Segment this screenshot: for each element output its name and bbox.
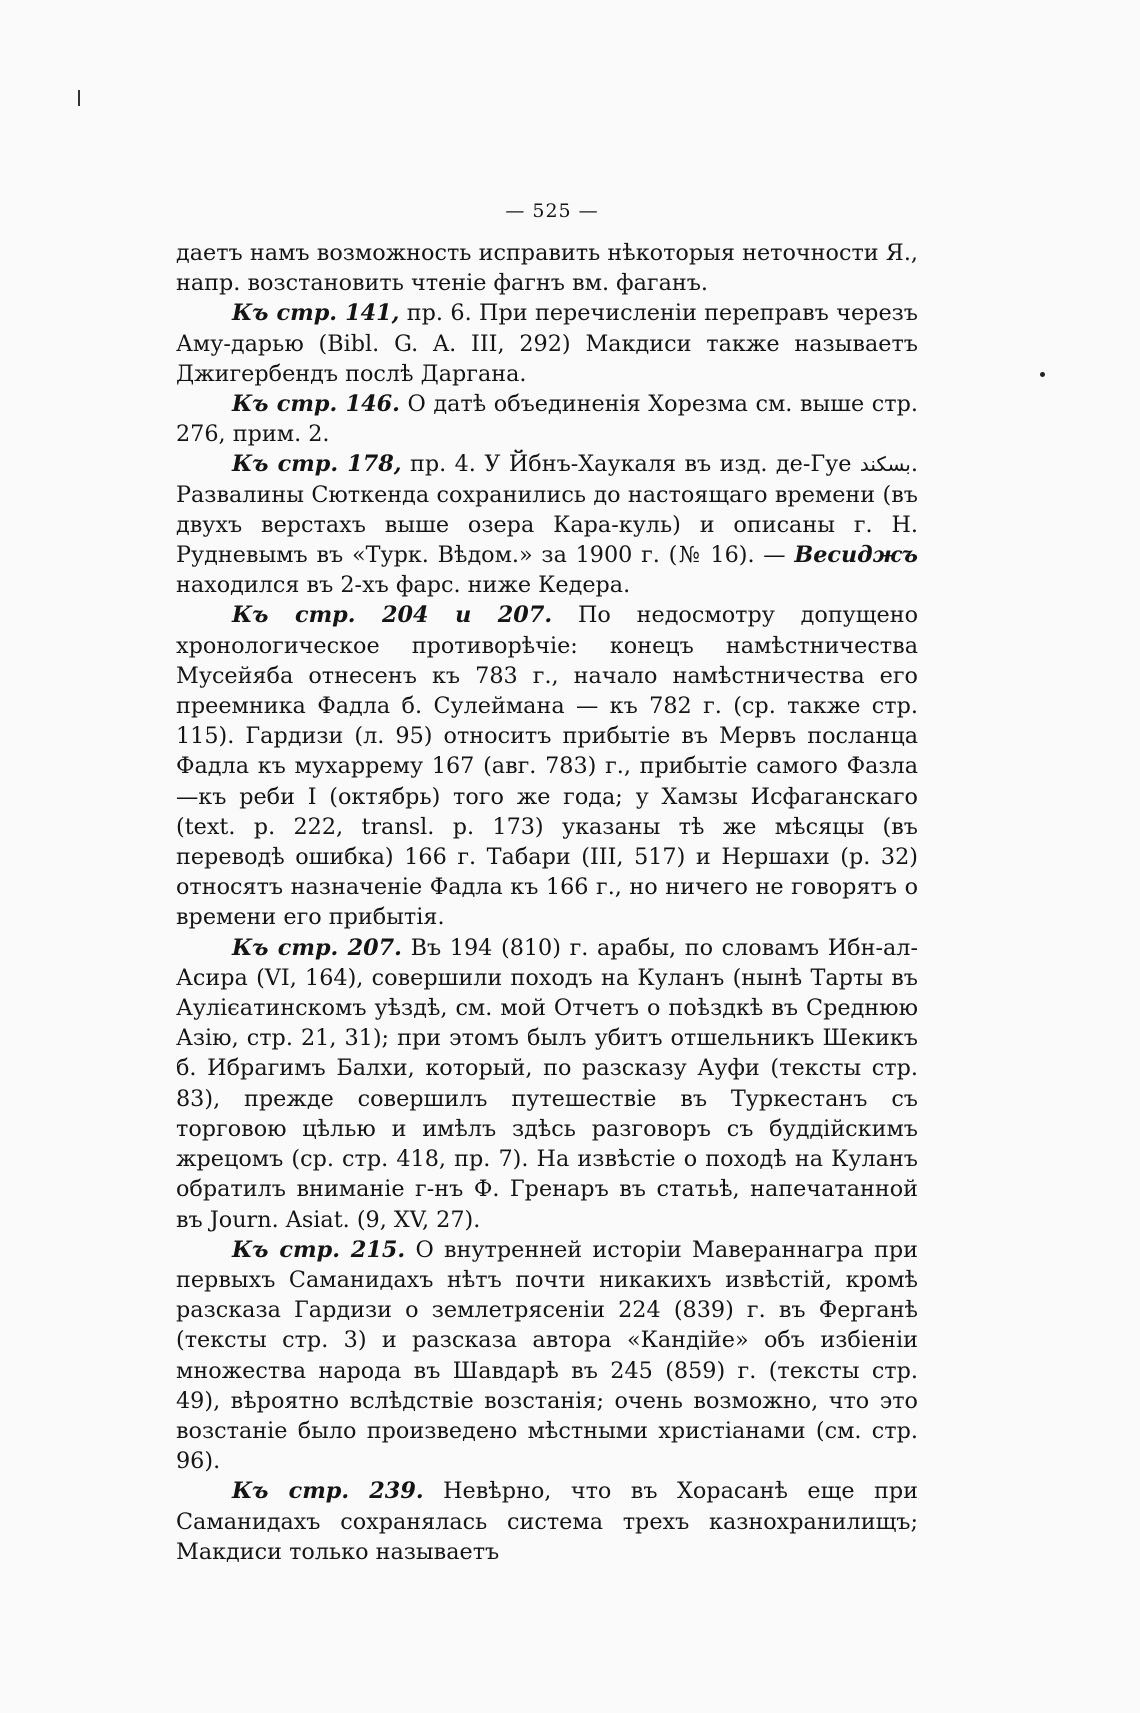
- note-paragraph: [176, 1476, 918, 1567]
- page-reference: Къ стр. 207.: [232, 934, 402, 961]
- margin-dot: [1040, 372, 1045, 377]
- arabic-word: بسكند: [859, 452, 911, 477]
- scan-artifact-mark: [78, 90, 80, 106]
- paragraph-text: пр. 6. При перечисленіи переправъ черезъ Аму-дарью (Bibl. G. A. III, 292) Макдиси также называетъ Джигербендъ послѣ Даргана.: [176, 300, 918, 387]
- paragraph-text: О внутренней исторіи Мавераннагра при первыхъ Саманидахъ нѣтъ почти никакихъ извѣстій, кромѣ разсказа Гардизи о землетрясеніи 224 (839) г. въ Ферганѣ (тексты стр. 3) и разсказа автора «Кандійе» объ избіеніи множества народа въ Шавдарѣ въ 245 (859) г. (тексты стр. 49), вѣроятно вслѣдствіе возстанія; очень возможно, что это возстаніе было произведено мѣстными христіанами (см. стр. 96).: [176, 1236, 918, 1475]
- book-page: [176, 200, 918, 1567]
- note-paragraph: [176, 933, 918, 1235]
- note-paragraph: [176, 449, 918, 600]
- paragraph-text: Въ 194 (810) г. арабы, по словамъ Ибн-ал-Асира (VI, 164), совершили походъ на Куланъ (нынѣ Тарты въ Аулієатинскомъ уѣздѣ, см. мой Отчетъ о поѣздкѣ въ Среднюю Азію, стр. 21, 31); при этомъ былъ убитъ отшельникъ Шекикъ б. Ибрагимъ Балхи, который, по разсказу Ауфи (тексты стр. 83), прежде совершилъ путешествіе въ Туркестанъ съ торговою цѣлью и имѣлъ здѣсь разговоръ съ буддійскимъ жрецомъ (ср. стр. 418, пр. 7). На извѣстіе о походѣ на Куланъ обратилъ вниманіе г-нъ Ф. Гренаръ въ статьѣ, напечатанной въ Journ. Asiat. (9, XV, 27).: [176, 934, 918, 1233]
- paragraph-text: находился въ 2-хъ фарс. ниже Кедера.: [176, 572, 631, 599]
- page-reference: Къ стр. 215.: [232, 1236, 406, 1263]
- page-reference: Къ стр. 146.: [232, 391, 400, 418]
- paragraph-text: По недосмотру допущено хронологическое противорѣчіе: конецъ намѣстничества Мусейяба отнесенъ къ 783 г., начало намѣстничества его преемника Фадла б. Сулеймана — къ 782 г. (ср. также стр. 115). Гардизи (л. 95) относитъ прибытіе въ Мервъ посланца Фадла къ мухаррему 167 (авг. 783) г., прибытіе самого Фазла—къ реби I (октябрь) того же года; у Хамзы Исфаганскаго (text. p. 222, transl. p. 173) указаны тѣ же мѣсяцы (въ переводѣ ошибка) 166 г. Табари (III, 517) и Нершахи (p. 32) относятъ назначеніе Фадла къ 166 г., но ничего не говорятъ о времени его прибытія.: [176, 602, 919, 931]
- note-paragraph: [176, 1235, 918, 1477]
- page-reference: Къ стр. 239.: [232, 1478, 424, 1505]
- paragraph-continued: [176, 238, 918, 298]
- note-paragraph: [176, 298, 918, 389]
- paragraph-text: . Развалины Сюткенда сохранились до настоящаго времени (въ двухъ верстахъ выше озера Кара-куль) и описаны г. Н. Рудневымъ въ «Турк. Вѣдом.» за 1900 г. (№ 16). —: [176, 451, 918, 569]
- note-paragraph: [176, 389, 918, 449]
- page-reference: Къ стр. 204 и 207.: [232, 602, 553, 629]
- paragraph-text: О датѣ объединенія Хорезма см. выше стр. 276, прим. 2.: [176, 391, 918, 448]
- paragraph-text: пр. 4. У Йбнъ-Хаукаля въ изд. де-Гуе: [409, 451, 852, 478]
- page-reference: Къ стр. 141,: [232, 300, 400, 327]
- note-paragraph: [176, 600, 918, 932]
- paragraph-text: даетъ намъ возможность исправить нѣкоторыя неточности Я., напр. возстановить чтеніе фагнъ вм. фаганъ.: [176, 240, 918, 297]
- inline-reference: Весиджъ: [794, 542, 919, 569]
- page-number: — 525 —: [505, 200, 599, 222]
- paragraph-text: Невѣрно, что въ Хорасанѣ еще при Саманидахъ сохранялась система трехъ казнохранилищъ; Макдиси только называетъ: [176, 1478, 918, 1565]
- page-reference: Къ стр. 178,: [232, 451, 402, 478]
